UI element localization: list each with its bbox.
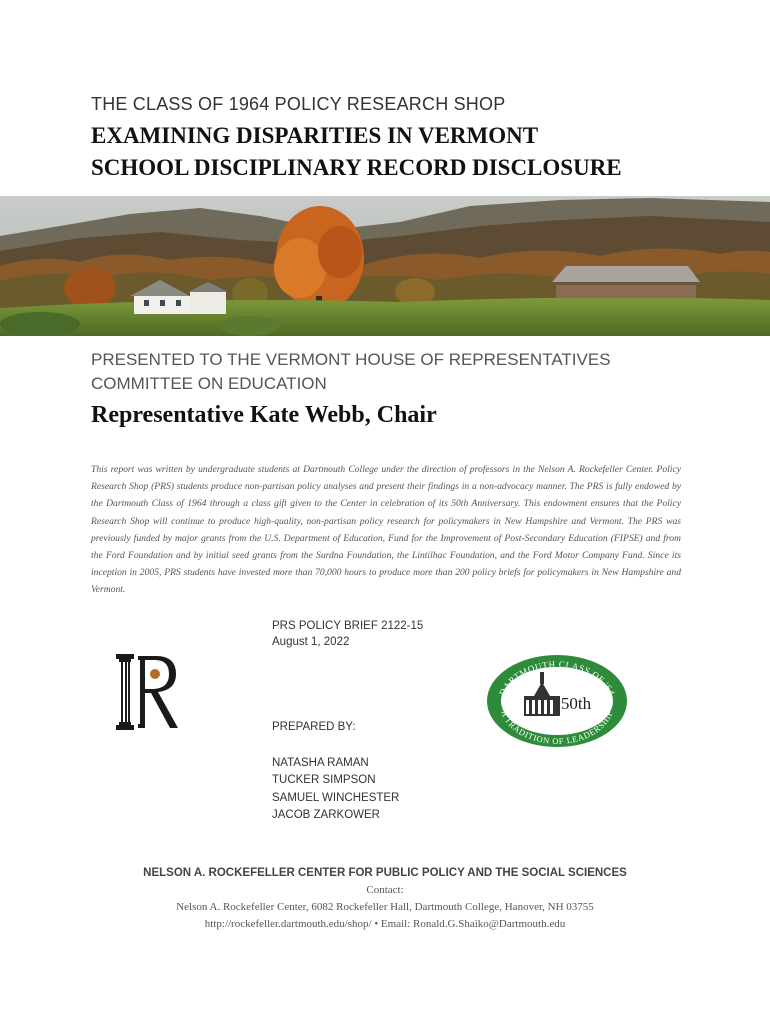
footer-organization: NELSON A. ROCKEFELLER CENTER FOR PUBLIC POLICY AND THE SOCIAL SCIENCES (143, 867, 627, 879)
footer-web-email: http://rockefeller.dartmouth.edu/shop/ • Email: Ronald.G.Shaiko@Dartmouth.edu (204, 918, 566, 930)
svg-text:DARTMOUTH CLASS OF '64: DARTMOUTH CLASS OF '64 (497, 659, 617, 698)
author-list (272, 755, 399, 824)
author-name: SAMUEL WINCHESTER (272, 791, 400, 804)
about-paragraph: This report was written by undergraduate students at Dartmouth College under the direction of professors in the Nelson A. Rockefeller Center. Policy Research Shop (PRS) students produce non-partisan policy analyses and present their findings in a non-advocacy manner. The PRS is fully endowed by the Dartmouth Class of 1964 through a class gift given to the Center in celebration of its 50th Anniversary. This endowment ensures that the Policy Research Shop will continue to produce high-quality, non-partisan policy research for policymakers in New Hampshire and Vermont. The PRS was previously funded by major grants from the U.S. Department of Education, Fund for the Improvement of Post-Secondary Education (FIPSE) and from the Ford Foundation and by initial seed grants from the Surdna Foundation, the Lintilhac Foundation, and the Ford Motor Company Fund. Since its inception in 2005, PRS students have invested more than 70,000 hours to produce more than 200 policy briefs for policymakers in New Hampshire and Vermont. (91, 464, 681, 596)
presented-to-line-2: COMMITTEE ON EDUCATION (91, 374, 327, 393)
report-title-line-1: EXAMINING DISPARITIES IN VERMONT (91, 123, 539, 148)
footer (60, 864, 710, 933)
presented-to (91, 348, 751, 396)
author-name: JACOB ZARKOWER (272, 808, 380, 821)
footer-address: Nelson A. Rockefeller Center, 6082 Rockefeller Hall, Dartmouth College, Hanover, NH 03755 (176, 901, 594, 913)
author-name: TUCKER SIMPSON (272, 774, 376, 787)
svg-text:50th: 50th (560, 694, 592, 713)
committee-chair: Representative Kate Webb, Chair (91, 402, 437, 428)
rockefeller-r-logo (112, 652, 182, 739)
report-title (91, 120, 761, 184)
brief-number: PRS POLICY BRIEF 2122-15 (272, 620, 424, 632)
brief-date: August 1, 2022 (272, 636, 350, 648)
dartmouth-class-seal (484, 652, 630, 755)
footer-contact-label: Contact: (366, 884, 404, 896)
shop-title: THE CLASS OF 1964 POLICY RESEARCH SHOP (91, 94, 506, 114)
report-title-line-2: SCHOOL DISCIPLINARY RECORD DISCLOSURE (91, 155, 622, 180)
author-name: NATASHA RAMAN (272, 757, 369, 769)
landscape-banner-image (0, 196, 770, 336)
brief-info (272, 618, 423, 650)
presented-to-line-1: PRESENTED TO THE VERMONT HOUSE OF REPRESENTATIVES (91, 350, 611, 369)
prepared-by-label: PREPARED BY: (272, 721, 356, 733)
svg-text:A TRADITION OF LEADERSHIP: A TRADITION OF LEADERSHIP (499, 708, 615, 747)
